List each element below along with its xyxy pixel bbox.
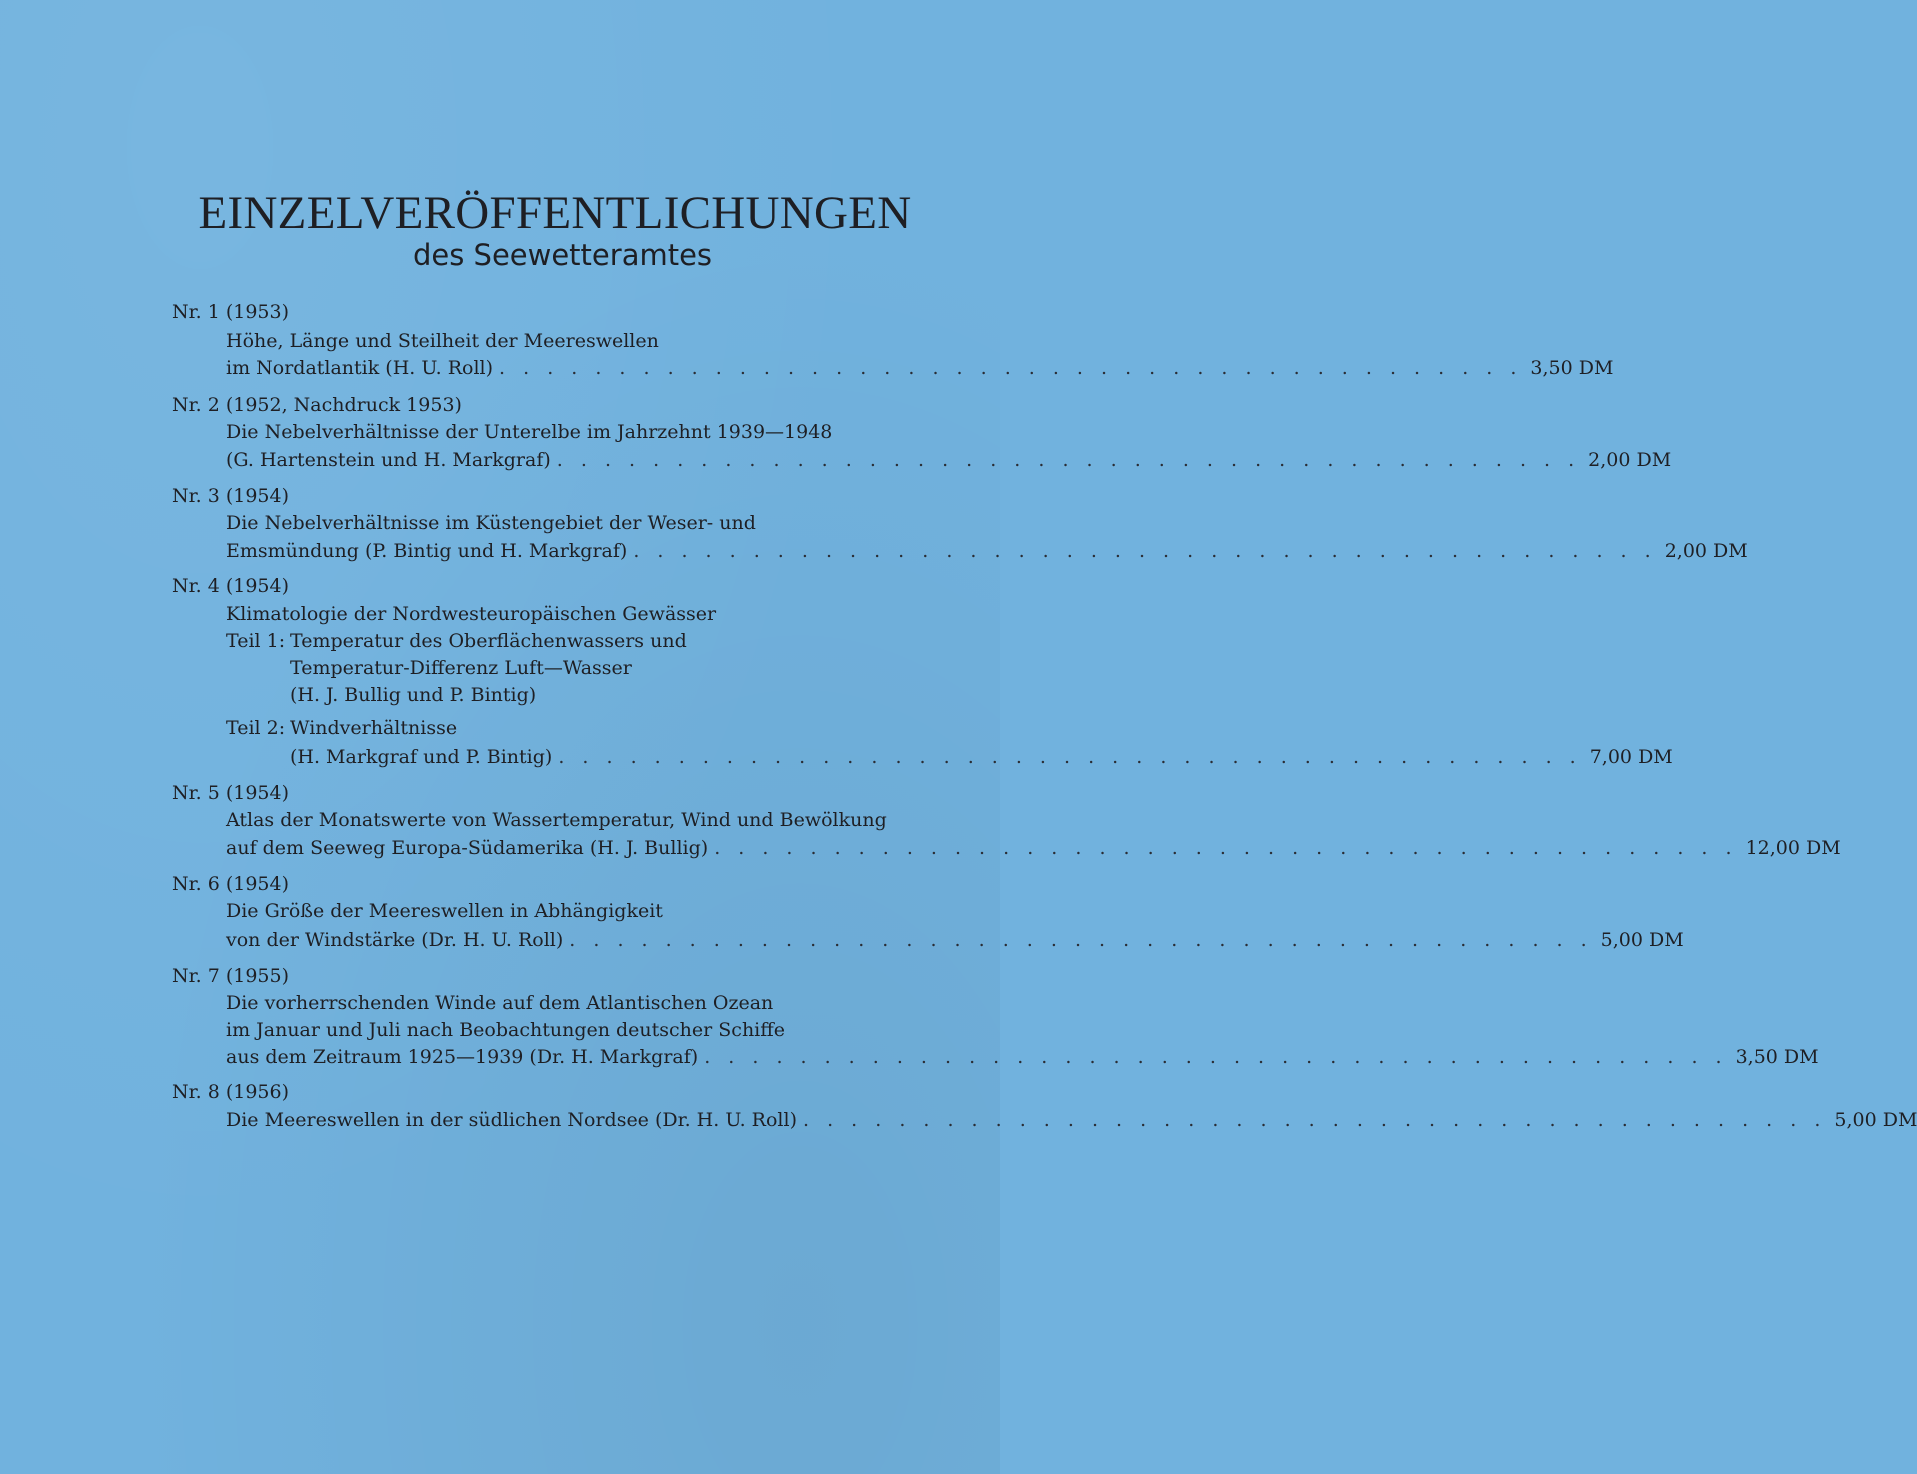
entry-number: Nr. 4 (1954) [172,575,290,597]
entry-part-line: (H. J. Bullig und P. Bintig) [290,684,537,706]
entry-title-line: Klimatologie der Nordwesteuropäischen Gewässer [226,603,717,625]
entry-title-line: Die Nebelverhältnisse der Unterelbe im Jahrzehnt 1939—1948 [226,421,833,443]
entry-price: 5,00 DM [1834,1109,1917,1131]
entry-price: 12,00 DM [1745,837,1841,859]
entry-price-line [226,449,1672,471]
entry-part-label: Teil 2: [226,717,286,739]
entry-last-line: aus dem Zeitraum 1925—1939 (Dr. H. Markgraf) [226,1046,699,1068]
entry-price-line [226,1109,1917,1131]
entry-price-line [290,746,1673,768]
dot-leader: . . . . . . . . . . . . . . . . . . . . . . . . . . . . . . . . . . . . . . . . . . . [569,929,1593,951]
dot-leader: . . . . . . . . . . . . . . . . . . . . . . . . . . . . . . . . . . . . . . . . . . . [633,540,1657,562]
entry-title-line: Höhe, Länge und Steilheit der Meereswellen [226,330,659,352]
entry-title-line: Die Größe der Meereswellen in Abhängigkeit [226,900,663,922]
entry-title-line: Atlas der Monatswerte von Wassertemperatur, Wind und Bewölkung [226,809,887,831]
entry-title-line: Die vorherrschenden Winde auf dem Atlantischen Ozean [226,992,774,1014]
dot-leader: . . . . . . . . . . . . . . . . . . . . . . . . . . . . . . . . . . . . . . . . . . . [704,1046,1728,1068]
entry-last-line: im Nordatlantik (H. U. Roll) [226,357,494,379]
entry-last-line: (H. Markgraf und P. Bintig) [290,746,553,768]
entry-number: Nr. 5 (1954) [172,782,290,804]
entry-price: 3,50 DM [1735,1046,1819,1068]
page-title: EINZELVERÖFFENTLICHUNGEN [198,187,912,239]
entry-last-line: Emsmündung (P. Bintig und H. Markgraf) [226,540,628,562]
entry-number: Nr. 7 (1955) [172,965,290,987]
entry-title-line: im Januar und Juli nach Beobachtungen deutscher Schiffe [226,1019,785,1041]
entry-part-line: Temperatur des Oberflächenwassers und [290,630,687,652]
entry-number: Nr. 3 (1954) [172,485,290,507]
entry-number: Nr. 8 (1956) [172,1081,290,1103]
entry-price: 5,00 DM [1600,929,1684,951]
entry-price-line [226,837,1841,859]
entry-price: 7,00 DM [1589,746,1673,768]
dot-leader: . . . . . . . . . . . . . . . . . . . . . . . . . . . . . . . . . . . . . . . . . . . [558,746,1582,768]
dot-leader: . . . . . . . . . . . . . . . . . . . . . . . . . . . . . . . . . . . . . . . . . . . [556,449,1581,471]
entry-price: 2,00 DM [1664,540,1748,562]
entry-number: Nr. 1 (1953) [172,301,290,323]
entry-last-line: von der Windstärke (Dr. H. U. Roll) [226,929,564,951]
dot-leader: . . . . . . . . . . . . . . . . . . . . . . . . . . . . . . . . . . . . . . . . . . . [803,1109,1827,1131]
entry-part-line: Windverhältnisse [290,717,458,739]
entry-price-line [226,1046,1819,1068]
entry-price-line [226,540,1748,562]
entry-price: 3,50 DM [1530,357,1614,379]
entry-last-line: auf dem Seeweg Europa-Südamerika (H. J. Bullig) [226,837,709,859]
dot-leader: . . . . . . . . . . . . . . . . . . . . . . . . . . . . . . . . . . . . . . . . . . . [499,357,1523,379]
entry-number: Nr. 6 (1954) [172,873,290,895]
dot-leader: . . . . . . . . . . . . . . . . . . . . . . . . . . . . . . . . . . . . . . . . . . . [714,837,1738,859]
entry-price-line [226,929,1684,951]
entry-last-line: Die Meereswellen in der südlichen Nordsee (Dr. H. U. Roll) [226,1109,797,1131]
page-subtitle: des Seewetteramtes [412,238,713,272]
entry-part-line: Temperatur-Differenz Luft—Wasser [290,657,632,679]
entry-price-line [226,357,1614,379]
entry-part-label: Teil 1: [226,630,286,652]
entry-title-line: Die Nebelverhältnisse im Küstengebiet der Weser- und [226,512,756,534]
entry-number: Nr. 2 (1952, Nachdruck 1953) [172,394,462,416]
entry-price: 2,00 DM [1588,449,1672,471]
entry-last-line: (G. Hartenstein und H. Markgraf) [226,449,551,471]
